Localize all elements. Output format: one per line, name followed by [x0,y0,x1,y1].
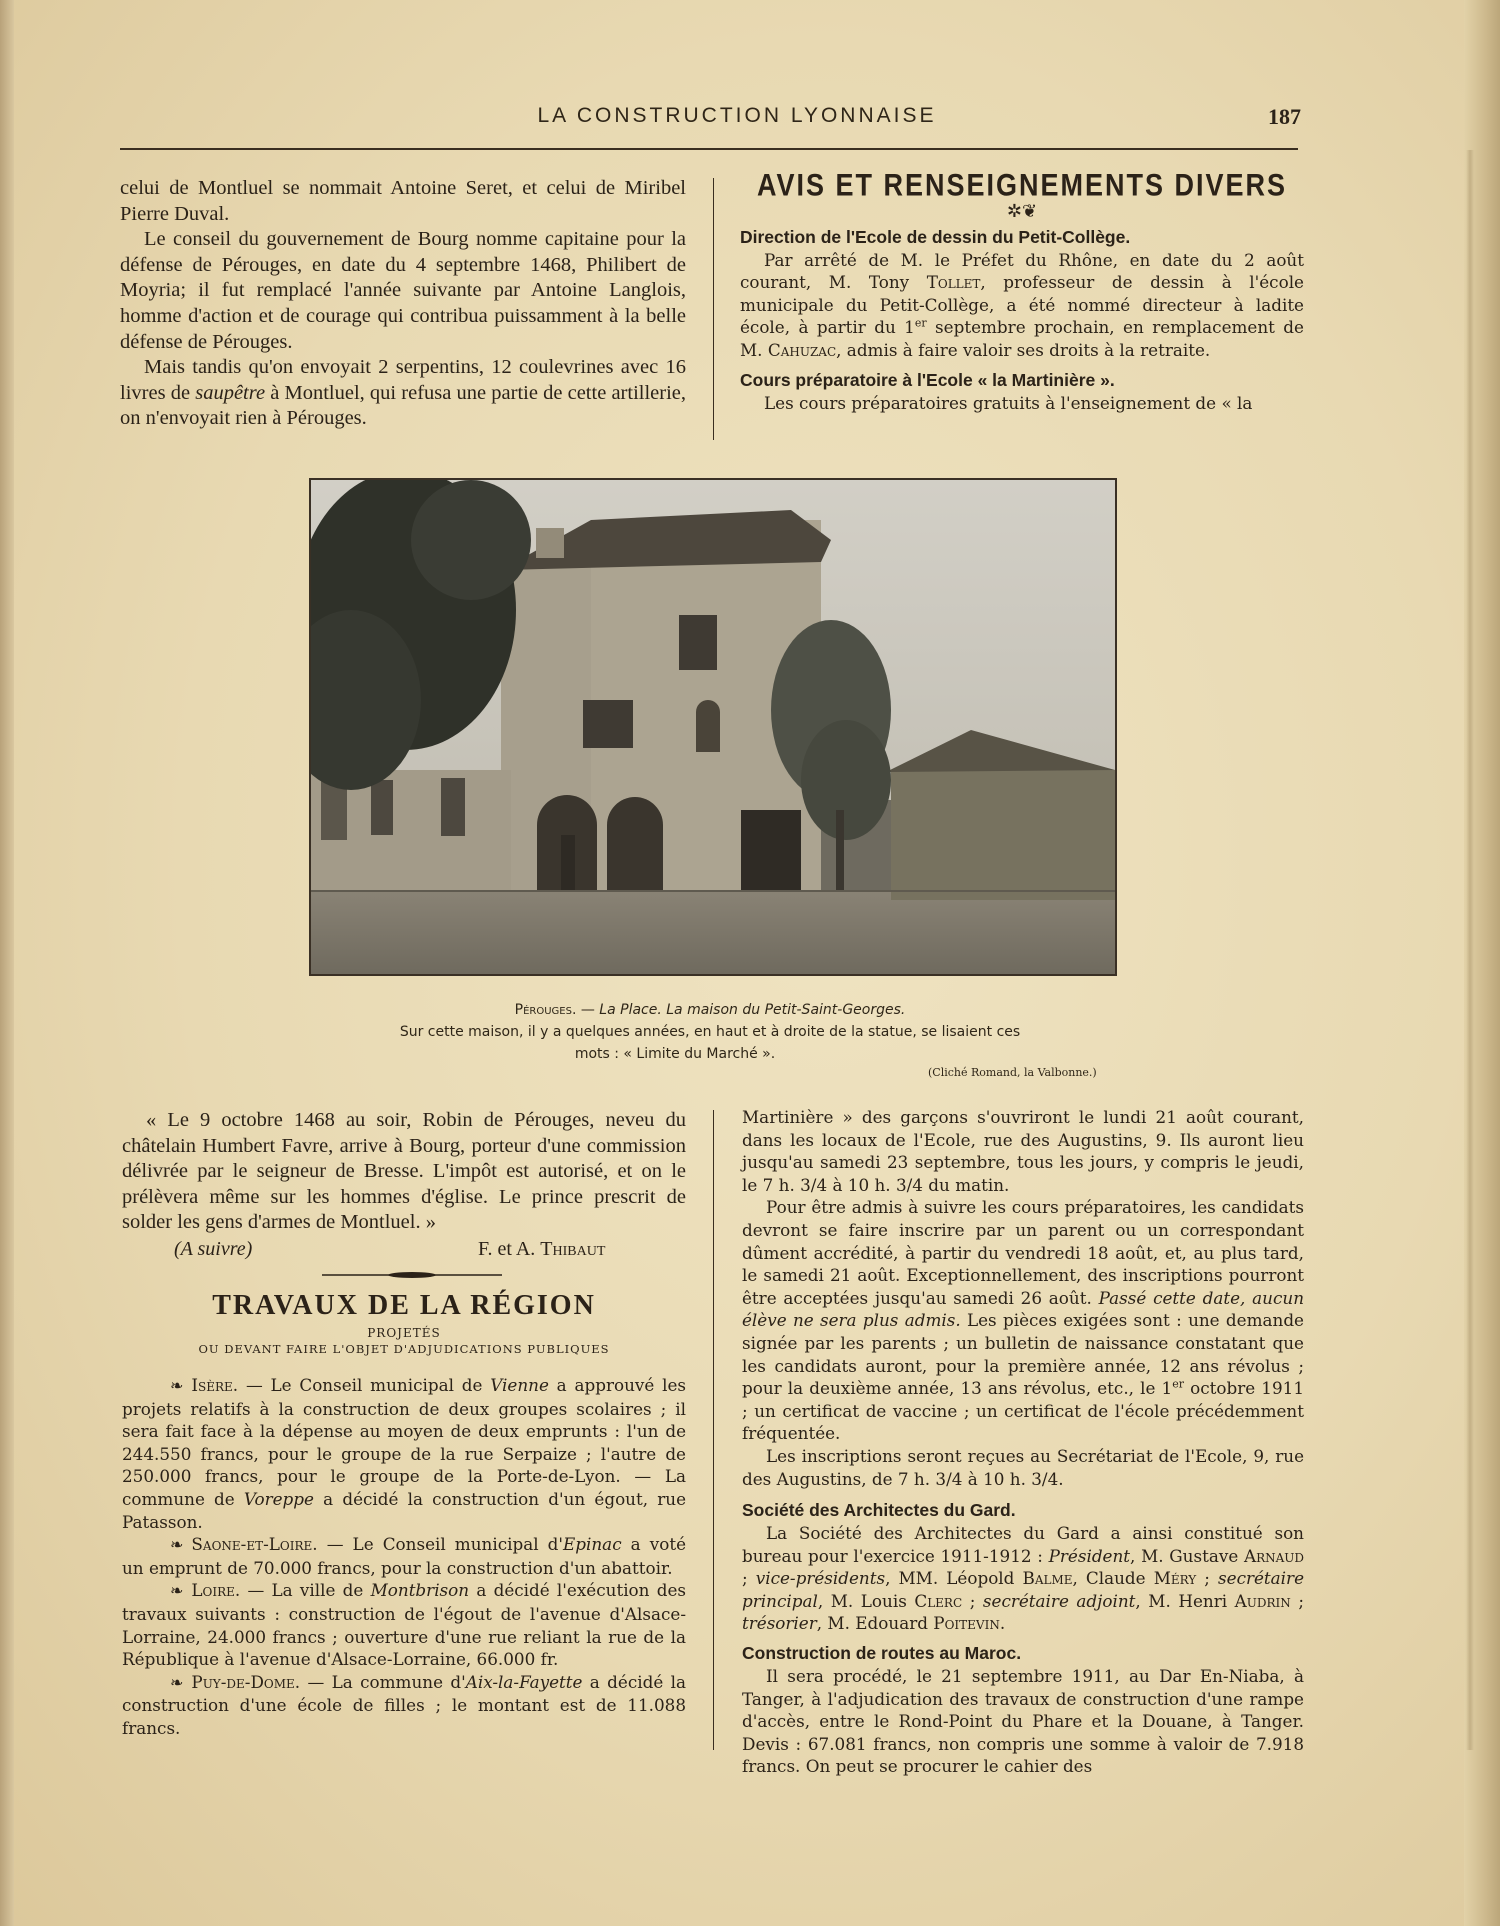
leaf-ornament-icon: ❧ [170,1375,184,1395]
photo-credit: (Cliché Romand, la Valbonne.) [928,1066,1097,1079]
avis-column [740,167,1304,414]
paragraph: Les cours préparatoires gratuits à l'enseignement de « la [764,392,1253,413]
section-title: AVIS ET RENSEIGNEMENTS DIVERS [756,167,1288,203]
paragraph: Les inscriptions seront reçues au Secrétariat de l'Ecole, 9, rue des Augustins, de 7 h. 3/4 à 10 h. 3/4. [742,1445,1304,1489]
list-item: ❧ Loire. — La ville de Montbrison a décidé l'exécution des travaux suivants : construction de l'égout de l'avenue d'Alsace-Lorraine, 24.000 francs ; ouverture d'une rue reliant la rue de la République à l'avenue d'Alsace-Lorraine, 66.000 fr. [122,1580,686,1670]
byline [122,1238,686,1264]
to-be-continued: (A suivre) [174,1237,253,1260]
ornament: ✲❦ [1006,200,1038,222]
divider-line [122,1269,686,1281]
paragraph: Le conseil du gouvernement de Bourg nomme capitaine pour la défense de Pérouges, en date du 4 septembre 1468, Philibert de Moyria; il fut remplacé l'année suivante par Antoine Langlois, homme d'action et de courage qui contribua puissamment à la belle défense de Pérouges. [120,228,686,353]
column-divider [713,178,714,440]
list-item: ❧ Isère. — Le Conseil municipal de Vienne a approuvé les projets relatifs à la construction de deux groupes scolaires ; il sera fait face à la dépense au moyen de deux emprunts : l'un de 244.550 francs, pour le groupe de la rue Serpaize ; l'autre de 250.000 francs, pour le groupe de la Porte-de-Lyon. — La commune de Voreppe a décidé la construction d'un égout, rue Patasson. [122,1374,687,1532]
travaux-subtitle-2: OU DEVANT FAIRE L'OBJET D'ADJUDICATIONS PUBLIQUES [198,1341,610,1356]
caption-line-1: Pérouges. — La Place. La maison du Petit-Saint-Georges. [514,1002,906,1018]
photograph-perouges [309,478,1117,976]
column-divider-bottom [713,1110,714,1750]
paragraph: Mais tandis qu'on envoyait 2 serpentins, 12 coulevrines avec 16 livres de saupêtre à Montluel, qui refusa une partie de cette artillerie, on n'envoyait rien à Pérouges. [120,356,686,430]
list-item: ❧ Puy-de-Dome. — La commune d'Aix-la-Fayette a décidé la construction d'une école de filles ; le montant est de 11.088 francs. [122,1671,686,1738]
left-column-bottom [122,1108,686,1739]
leaf-ornament-icon: ❧ [170,1535,184,1555]
travaux-items [122,1374,686,1740]
paragraph: Par arrêté de M. le Préfet du Rhône, en date du 2 août courant, M. Tony Tollet, professeur de dessin à l'école municipale du Petit-Collège, a été nommé directeur à ladite école, à partir du 1er septembre prochain, en remplacement de M. Cahuzac, admis à faire valoir ses droits à la retraite. [740,249,1304,360]
paragraph: Martinière » des garçons s'ouvriront le lundi 21 août courant, dans les locaux de l'Ecole, rue des Augustins, 9. Ils auront lieu jusqu'au samedi 23 septembre, tous les jours, y compris le jeudi, le 7 h. 3/4 à 10 h. 3/4 du matin. [742,1107,1304,1195]
leaf-ornament-icon: ❧ [170,1581,184,1601]
subheading: Société des Architectes du Gard. [742,1500,1016,1521]
travaux-subtitle: PROJETÉS [367,1325,441,1340]
paragraph: Il sera procédé, le 21 septembre 1911, au Dar En-Niaba, à Tanger, à l'adjudication des travaux de construction d'une rampe d'accès, entre le Rond-Point du Phare et la Douane, à Tanger. Devis : 67.081 francs, non compris une somme à valoir de 7.918 francs. On peut se procurer le cahier des [742,1666,1304,1777]
page-number: 187 [1268,104,1301,129]
leaf-ornament-icon: ❧ [170,1672,184,1692]
list-item: ❧ Saone-et-Loire. — Le Conseil municipal d'Epinac a voté un emprunt de 70.000 francs, pour la construction d'un abattoir. [122,1534,687,1578]
paragraph: La Société des Architectes du Gard a ainsi constitué son bureau pour l'exercice 1911-1912 : Président, M. Gustave Arnaud ; vice-présidents, MM. Léopold Balme, Claude Méry ; secrétaire principal, M. Louis Clerc ; secrétaire adjoint, M. Henri Audrin ; trésorier, M. Edouard Poitevin. [742,1523,1305,1634]
divider-ornament [122,1268,686,1280]
subheading: Direction de l'Ecole de dessin du Petit-Collège. [740,226,1131,247]
quote-paragraph: « Le 9 octobre 1468 au soir, Robin de Pérouges, neveu du châtelain Humbert Favre, arrive à Bourg, porteur d'une commission délivrée par le seigneur de Bresse. L'impôt est autorisé, et on le prélèvera même sur les hommes d'église. Le prince prescrit de solder les gens d'armes de Montluel. » [122,1109,686,1234]
travaux-title: TRAVAUX DE LA RÉGION [212,1289,596,1321]
left-column-top [120,176,686,432]
header-rule [120,148,1298,150]
subheading: Cours préparatoire à l'Ecole « la Martinière ». [740,369,1115,390]
page-fold [1466,150,1474,1750]
binding-gutter [0,0,14,1926]
running-title: LA CONSTRUCTION LYONNAISE [537,104,937,127]
subheading: Construction de routes au Maroc. [742,1643,1022,1664]
paragraph: Pour être admis à suivre les cours préparatoires, les candidats devront se faire inscrire par un parent ou un correspondant dûment accrédité, à partir du vendredi 18 août, et, au plus tard, le samedi 21 août. Exceptionnellement, des inscriptions pourront être acceptées jusqu'au samedi 26 août. Passé cette date, aucun élève ne sera plus admis. Les pièces exigées sont : une demande signée par les parents ; un bulletin de naissance constatant que les candidats auront, pour la première année, 12 ans révolus ; pour la deuxième année, 13 ans révolus, etc., le 1er octobre 1911 ; un certificat de vaccine ; un certificat de l'école précédemment fréquentée. [742,1197,1304,1444]
caption-line-2: Sur cette maison, il y a quelques années, en haut et à droite de la statue, se lisaient ces [399,1024,1021,1040]
caption-line-3: mots : « Limite du Marché ». [574,1046,776,1062]
running-header [120,104,1300,144]
building-photo [311,480,1115,974]
photo-caption [340,999,1080,1065]
authors: F. et A. Thibaut [478,1237,606,1260]
right-column-bottom [742,1106,1304,1778]
paragraph: celui de Montluel se nommait Antoine Seret, et celui de Miribel Pierre Duval. [120,177,686,225]
